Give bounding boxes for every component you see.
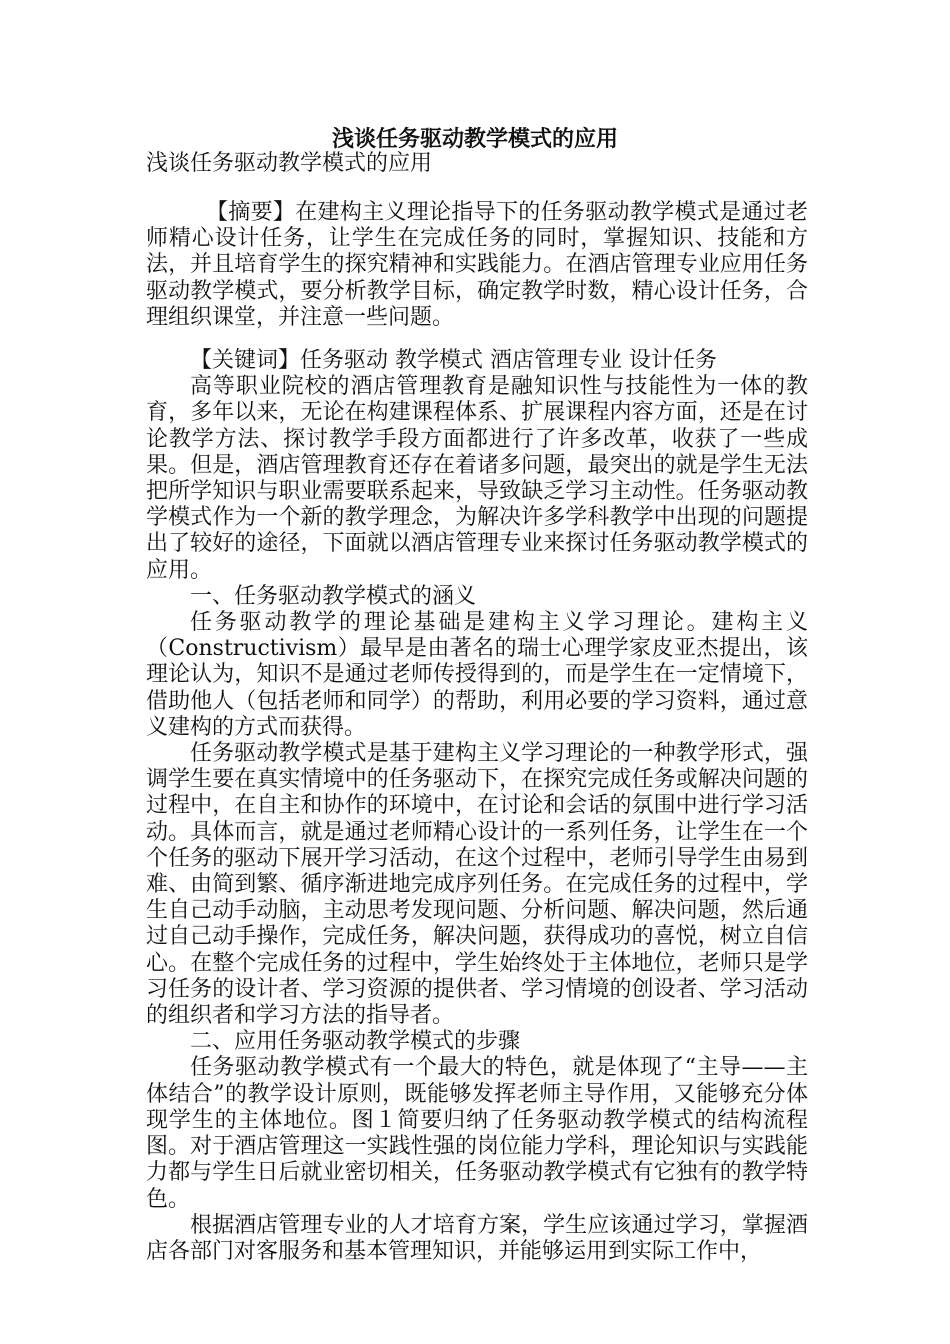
document-title: 浅谈任务驱动教学模式的应用 — [331, 126, 618, 152]
body-paragraph: 任务驱动教学模式是基于建构主义学习理论的一种教学形式，强调学生要在真实情境中的任务驱动下，在探究完成任务或解决问题的过程中，在自主和协作的环境中，在讨论和会话的氛围中进行学习活动。具体而言，就是通过老师精心设计的一系列任务，让学生在一个个任务的驱动下展开学习活动，在这个过程中，老师引导学生由易到难、由简到繁、循序渐进地完成序列任务。在完成任务的过程中，学生自己动手动脑，主动思考发现问题、分析问题、解决问题，然后通过自己动手操作，完成任务，解决问题，获得成功的喜悦，树立自信心。在整个完成任务的过程中，学生始终处于主体地位，老师只是学习任务的设计者、学习资源的提供者、学习情境的创设者、学习活动的组织者和学习方法的指导者。 — [146, 741, 808, 1029]
section-heading: 一、任务驱动教学模式的涵义 — [190, 583, 477, 609]
body-paragraph: 根据酒店管理专业的人才培育方案，学生应该通过学习，掌握酒店各部门对客服务和基本管理知识，并能够运用到实际工作中， — [146, 1212, 808, 1264]
document-subtitle: 浅谈任务驱动教学模式的应用 — [146, 151, 433, 176]
abstract-paragraph: 【摘要】在建构主义理论指导下的任务驱动教学模式是通过老师精心设计任务，让学生在完成任务的同时，掌握知识、技能和方法，并且培育学生的探究精神和实践能力。在酒店管理专业应用任务驱动教学模式，要分析教学目标，确定教学时数，精心设计任务，合理组织课堂，并注意一些问题。 — [146, 200, 808, 330]
section-heading: 二、应用任务驱动教学模式的步骤 — [190, 1029, 521, 1055]
body-paragraph: 高等职业院校的酒店管理教育是融知识性与技能性为一体的教育，多年以来，无论在构建课程体系、扩展课程内容方面，还是在讨论教学方法、探讨教学手段方面都进行了许多改革，收获了一些成果。但是，酒店管理教育还存在着诸多问题，最突出的就是学生无法把所学知识与职业需要联系起来，导致缺乏学习主动性。任务驱动教学模式作为一个新的教学理念，为解决许多学科教学中出现的问题提出了较好的途径，下面就以酒店管理专业来探讨任务驱动教学模式的应用。 — [146, 374, 808, 583]
body-paragraph: 任务驱动教学的理论基础是建构主义学习理论。建构主义（Constructivism）最早是由著名的瑞士心理学家皮亚杰提出，该理论认为，知识不是通过老师传授得到的，而是学生在一定情境下，借助他人（包括老师和同学）的帮助，利用必要的学习资料，通过意义建构的方式而获得。 — [146, 610, 808, 740]
keywords-line: 【关键词】任务驱动 教学模式 酒店管理专业 设计任务 — [190, 348, 717, 373]
document-body — [146, 348, 808, 1265]
body-paragraph: 任务驱动教学模式有一个最大的特色，就是体现了“主导——主体结合”的教学设计原则，既能够发挥老师主导作用，又能够充分体现学生的主体地位。图１简要归纳了任务驱动教学模式的结构流程图。对于酒店管理这一实践性强的岗位能力学科，理论知识与实践能力都与学生日后就业密切相关，任务驱动教学模式有它独有的教学特色。 — [146, 1055, 808, 1212]
